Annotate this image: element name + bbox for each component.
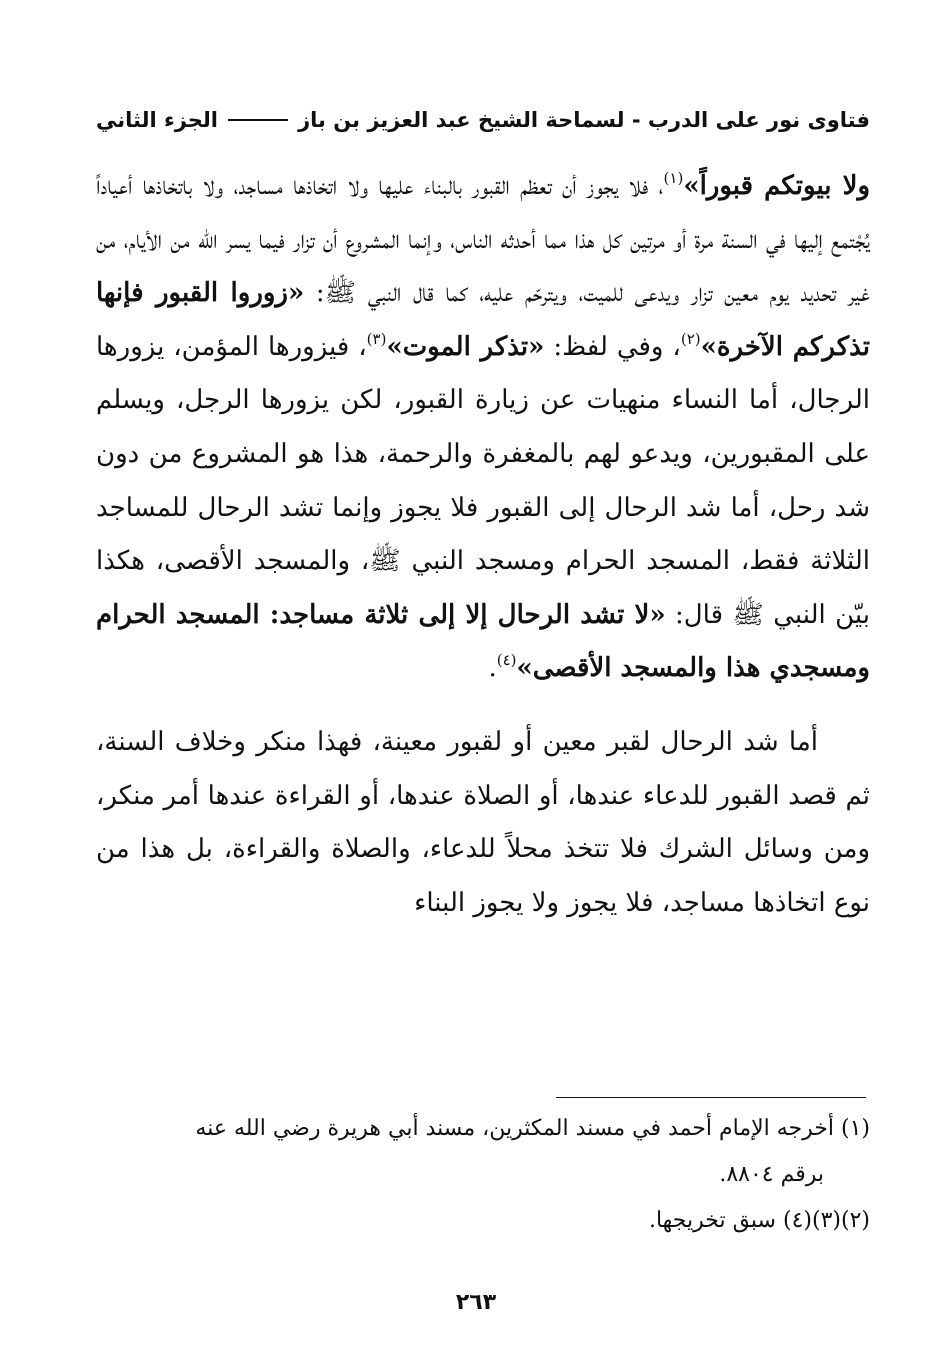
header-part: الجزء الثاني (96, 108, 219, 132)
footnote-ref: (٣) (366, 329, 387, 348)
text-run: ، وفي لفظ: (544, 331, 681, 362)
page-number: ٢٦٣ (455, 1290, 497, 1315)
footnote-1-continuation: برقم ٨٨٠٤. (719, 1162, 824, 1187)
paragraph-2: أما شد الرحال لقبر معين أو لقبور معينة، فهذا منكر وخلاف السنة، ثم قصد القبور للدعاء عندها، أو الصلاة عندها، أو القراءة عندها أمر منكر، ومن وسائل الشرك فلا تتخذ محلاً للدعاء، والصلاة والقراءة، بل هذا من نوع اتخاذها مساجد، فلا يجوز ولا يجوز البناء (96, 726, 870, 918)
running-header (96, 100, 870, 140)
footnote-ref: (١) (663, 169, 684, 187)
footnote-1: (١) أخرجه الإمام أحمد في مسند المكثرين، مسند أبي هريرة رضي الله عنه (195, 1116, 870, 1141)
text-run: . (488, 653, 497, 684)
header-book-title (298, 108, 870, 132)
book-title: فتاوى نور على الدرب - لسماحة الشيخ عبد العزيز بن باز (298, 108, 870, 132)
text-run: ، فلا يجوز أن تعظم القبور بالبناء عليها ولا اتخاذها مساجد، ولا باتخاذها أعياداً يُجْتمع إليها في السنة مرة أو مرتين كل هذا مما أحدثه الناس، وإنما المشروع أن تزار فيما يسر الله من الأيام، من غير تحديد يوم معين تزار ويدعى للميت، ويترحّم عليه، كما قال النبي ﷺ: (96, 171, 870, 309)
text-run: ، فيزورها المؤمن، يزورها الرجال، أما النساء منهيات عن زيارة القبور، لكن يزورها الرجل، ويسلم على المقبورين، ويدعو لهم بالمغفرة والرحمة، هذا هو المشروع من دون شد رحل، أما شد الرحال إلى القبور فلا يجوز وإنما تشد الرحال للمساجد الثلاثة فقط، المسجد الحرام ومسجد النبي ﷺ، والمسجد الأقصى، هكذا بيّن النبي ﷺ قال: (96, 331, 870, 630)
hadith-quote: «تذكر الموت» (386, 331, 545, 362)
footnote-2: (٢)(٣)(٤) سبق تخريجها. (648, 1208, 870, 1233)
paragraph-1 (96, 160, 870, 696)
footnote-ref: (٢) (680, 329, 701, 348)
hadith-quote: ولا بيوتكم قبوراً» (683, 171, 871, 201)
hadith-quote: «لا تشد الرحال إلا إلى ثلاثة مساجد: المسجد الحرام ومسجدي هذا والمسجد الأقصى» (96, 599, 870, 684)
header-rule (228, 119, 288, 121)
main-text (96, 160, 870, 930)
footnote-ref: (٤) (496, 651, 517, 670)
hadith-quote: «زوروا القبور فإنها تذكركم الآخرة» (96, 278, 870, 362)
footnotes (96, 1106, 870, 1244)
footnote-separator (556, 1097, 866, 1098)
